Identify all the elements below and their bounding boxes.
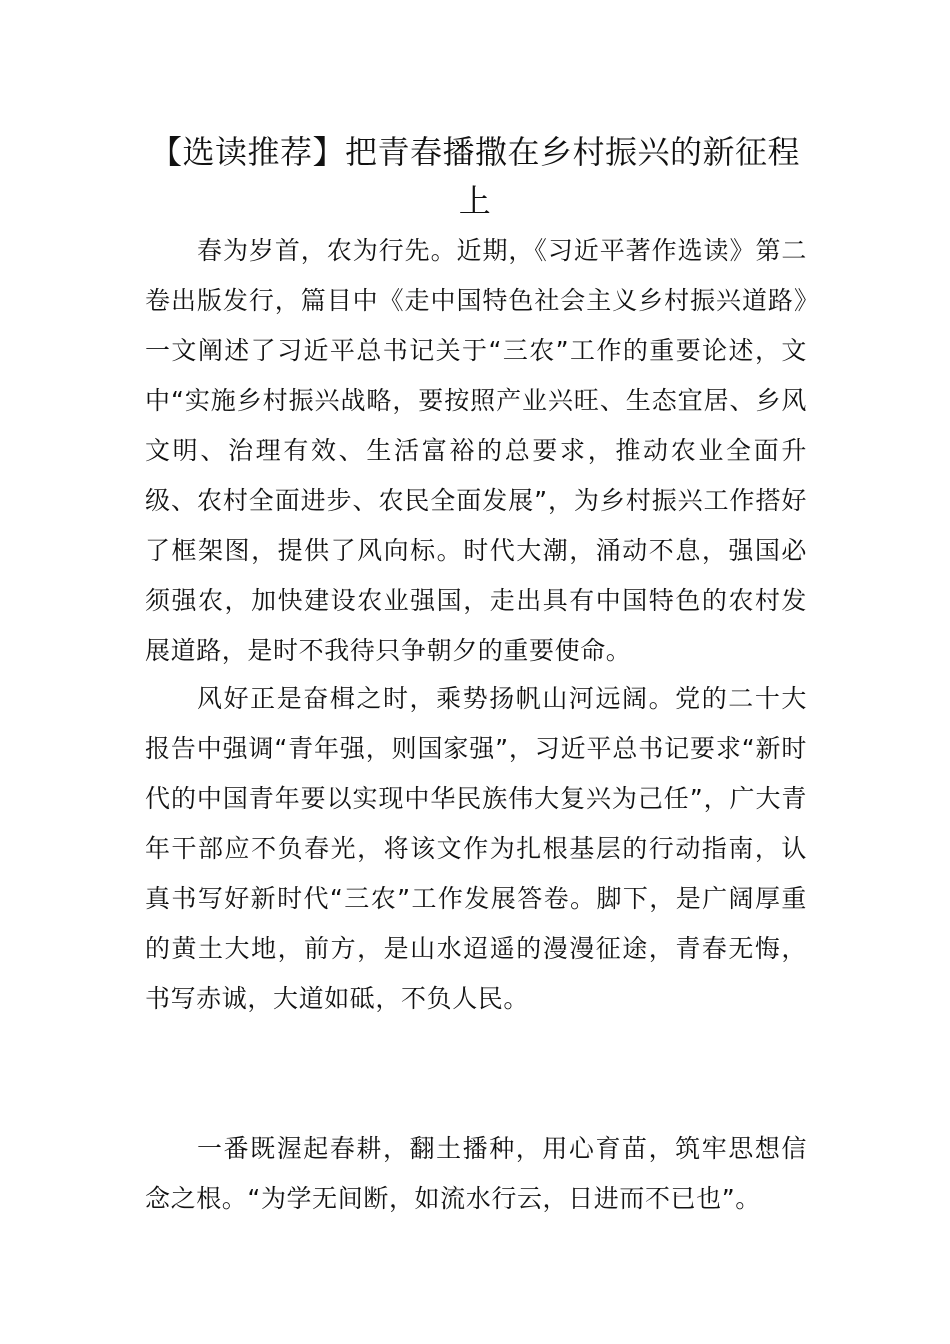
paragraph-2: 风好正是奋楫之时，乘势扬帆山河远阔。党的二十大报告中强调“青年强，则国家强”，习近平总书记要求“新时代的中国青年要以实现中华民族伟大复兴为己任”，广大青年干部应不负春光，将该文作为扎根基层的行动指南，认真书写好新时代“三农”工作发展答卷。脚下，是广阔厚重的黄土大地，前方，是山水迢遥的漫漫征途，青春无悔，书写赤诚，大道如砥，不负人民。 (145, 684, 807, 1013)
paragraph-1: 春为岁首，农为行先。近期，《习近平著作选读》第二卷出版发行，篇目中《走中国特色社会主义乡村振兴道路》一文阐述了习近平总书记关于“三农”工作的重要论述，文中“实施乡村振兴战略，要按照产业兴旺、生态宜居、乡风文明、治理有效、生活富裕的总要求，推动农业全面升级、农村全面进步、农民全面发展”，为乡村振兴工作搭好了框架图，提供了风向标。时代大潮，涌动不息，强国必须强农，加快建设农业强国，走出具有中国特色的农村发展道路，是时不我待只争朝夕的重要使命。 (145, 236, 807, 665)
paragraph-3: 一番既渥起春耕，翻土播种，用心育苗，筑牢思想信念之根。“为学无间断，如流水行云，日进而不已也”。 (145, 1134, 807, 1213)
document-title: 【选读推荐】把青春播撒在乡村振兴的新征程上 (149, 133, 800, 220)
